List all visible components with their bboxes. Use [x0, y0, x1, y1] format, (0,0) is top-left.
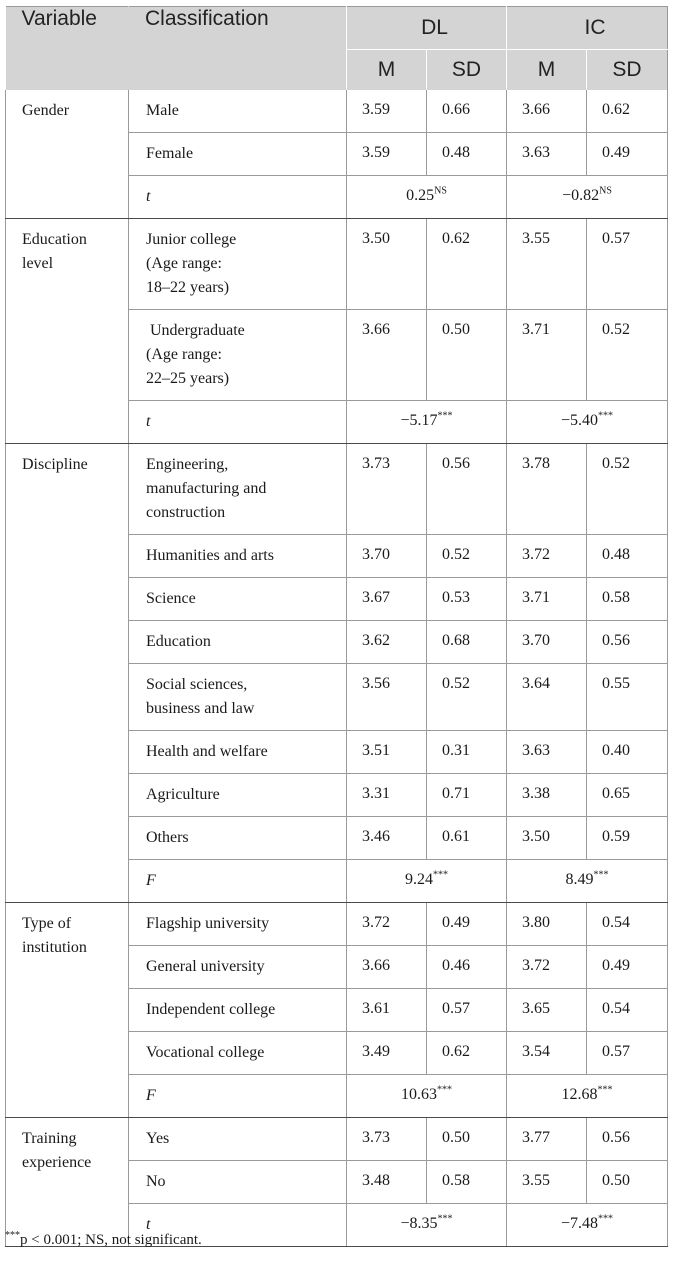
- ic-sd-cell: 0.52: [587, 444, 668, 535]
- ic-sd-cell: 0.56: [587, 1118, 668, 1161]
- classification-cell: Social sciences, business and law: [129, 664, 347, 731]
- classification-cell: Undergraduate (Age range: 22–25 years): [129, 310, 347, 401]
- classification-cell: Education: [129, 621, 347, 664]
- dl-sd-cell: 0.71: [427, 774, 507, 817]
- ic-mean-cell: 3.78: [507, 444, 587, 535]
- dl-mean-cell: 3.59: [347, 133, 427, 176]
- variable-cell: Education level: [6, 219, 129, 444]
- ic-mean-cell: 3.71: [507, 310, 587, 401]
- ic-sd-cell: 0.49: [587, 946, 668, 989]
- dl-stat-significance: ***: [437, 1213, 453, 1225]
- dl-stat-cell: [347, 860, 507, 903]
- dl-mean-cell: 3.46: [347, 817, 427, 860]
- dl-stat-significance: ***: [433, 869, 448, 881]
- dl-sd-cell: 0.66: [427, 90, 507, 133]
- dl-stat-cell: [347, 401, 507, 444]
- ic-sd-cell: 0.58: [587, 578, 668, 621]
- header-classification: Classification: [129, 7, 347, 91]
- ic-mean-cell: 3.65: [507, 989, 587, 1032]
- stat-label-cell: F: [129, 1075, 347, 1118]
- dl-sd-cell: 0.31: [427, 731, 507, 774]
- classification-cell: Junior college (Age range: 18–22 years): [129, 219, 347, 310]
- ic-mean-cell: 3.72: [507, 946, 587, 989]
- table-body: [6, 90, 668, 1247]
- dl-mean-cell: 3.51: [347, 731, 427, 774]
- ic-stat-value: −5.40: [561, 412, 599, 429]
- ic-stat-cell: [507, 176, 668, 219]
- dl-mean-cell: 3.66: [347, 946, 427, 989]
- table-row: [6, 90, 668, 133]
- dl-mean-cell: 3.56: [347, 664, 427, 731]
- ic-sd-cell: 0.57: [587, 219, 668, 310]
- ic-stat-cell: [507, 1075, 668, 1118]
- classification-cell: Flagship university: [129, 903, 347, 946]
- ic-sd-cell: 0.48: [587, 535, 668, 578]
- dl-mean-cell: 3.66: [347, 310, 427, 401]
- ic-sd-cell: 0.54: [587, 903, 668, 946]
- footnote: [5, 1232, 202, 1249]
- dl-mean-cell: 3.73: [347, 1118, 427, 1161]
- classification-cell: Male: [129, 90, 347, 133]
- table-row: [6, 1118, 668, 1161]
- variable-cell: Training experience: [6, 1118, 129, 1247]
- dl-stat-significance: ***: [437, 410, 453, 422]
- dl-sd-cell: 0.52: [427, 664, 507, 731]
- dl-stat-value: 0.25: [406, 187, 435, 204]
- variable-cell: Gender: [6, 90, 129, 219]
- classification-cell: No: [129, 1161, 347, 1204]
- classification-cell: Others: [129, 817, 347, 860]
- dl-mean-cell: 3.70: [347, 535, 427, 578]
- ic-stat-significance: ***: [597, 1084, 613, 1096]
- table-row: [6, 219, 668, 310]
- ic-mean-cell: 3.63: [507, 133, 587, 176]
- dl-mean-cell: 3.31: [347, 774, 427, 817]
- classification-cell: Engineering, manufacturing and construction: [129, 444, 347, 535]
- ic-sd-cell: 0.40: [587, 731, 668, 774]
- header-ic-sd: SD: [587, 50, 668, 91]
- dl-mean-cell: 3.67: [347, 578, 427, 621]
- dl-stat-value: 9.24: [405, 871, 433, 888]
- dl-sd-cell: 0.49: [427, 903, 507, 946]
- dl-mean-cell: 3.50: [347, 219, 427, 310]
- ic-sd-cell: 0.49: [587, 133, 668, 176]
- ic-mean-cell: 3.63: [507, 731, 587, 774]
- classification-cell: Independent college: [129, 989, 347, 1032]
- classification-cell: Vocational college: [129, 1032, 347, 1075]
- table-row: [6, 444, 668, 535]
- stat-label-cell: t: [129, 176, 347, 219]
- variable-cell: Discipline: [6, 444, 129, 903]
- dl-sd-cell: 0.56: [427, 444, 507, 535]
- stat-label-cell: F: [129, 860, 347, 903]
- ic-stat-significance: ***: [598, 1213, 614, 1225]
- dl-mean-cell: 3.62: [347, 621, 427, 664]
- dl-mean-cell: 3.61: [347, 989, 427, 1032]
- ic-mean-cell: 3.55: [507, 219, 587, 310]
- dl-mean-cell: 3.59: [347, 90, 427, 133]
- table-row: [6, 903, 668, 946]
- dl-mean-cell: 3.73: [347, 444, 427, 535]
- dl-sd-cell: 0.50: [427, 310, 507, 401]
- ic-stat-value: 8.49: [565, 871, 594, 888]
- header-dl-sd: SD: [427, 50, 507, 91]
- header-ic: IC: [507, 7, 668, 50]
- ic-sd-cell: 0.52: [587, 310, 668, 401]
- footnote-marker: ***: [5, 1230, 20, 1241]
- ic-mean-cell: 3.77: [507, 1118, 587, 1161]
- ic-mean-cell: 3.80: [507, 903, 587, 946]
- ic-stat-value: −0.82: [562, 187, 600, 204]
- dl-sd-cell: 0.57: [427, 989, 507, 1032]
- header-dl: DL: [347, 7, 507, 50]
- ic-sd-cell: 0.62: [587, 90, 668, 133]
- ic-stat-value: −7.48: [561, 1215, 599, 1232]
- ic-stat-cell: [507, 1204, 668, 1247]
- classification-cell: Agriculture: [129, 774, 347, 817]
- classification-cell: Science: [129, 578, 347, 621]
- dl-sd-cell: 0.46: [427, 946, 507, 989]
- ic-stat-cell: [507, 401, 668, 444]
- classification-cell: Yes: [129, 1118, 347, 1161]
- dl-sd-cell: 0.53: [427, 578, 507, 621]
- stat-label-cell: t: [129, 1204, 347, 1247]
- ic-stat-significance: ***: [598, 410, 614, 422]
- dl-stat-cell: [347, 176, 507, 219]
- dl-sd-cell: 0.58: [427, 1161, 507, 1204]
- ic-mean-cell: 3.66: [507, 90, 587, 133]
- ic-sd-cell: 0.54: [587, 989, 668, 1032]
- ic-mean-cell: 3.55: [507, 1161, 587, 1204]
- dl-sd-cell: 0.68: [427, 621, 507, 664]
- dl-stat-significance: ***: [437, 1084, 452, 1096]
- ic-mean-cell: 3.54: [507, 1032, 587, 1075]
- footnote-text: p < 0.001; NS, not significant.: [20, 1232, 202, 1248]
- ic-sd-cell: 0.57: [587, 1032, 668, 1075]
- table-header: [6, 7, 668, 91]
- ic-stat-significance: NS: [599, 185, 612, 197]
- dl-mean-cell: 3.48: [347, 1161, 427, 1204]
- ic-sd-cell: 0.65: [587, 774, 668, 817]
- dl-mean-cell: 3.72: [347, 903, 427, 946]
- ic-mean-cell: 3.64: [507, 664, 587, 731]
- header-variable: Variable: [6, 7, 129, 91]
- classification-cell: Health and welfare: [129, 731, 347, 774]
- dl-stat-value: 10.63: [401, 1086, 437, 1103]
- dl-stat-cell: [347, 1204, 507, 1247]
- dl-sd-cell: 0.61: [427, 817, 507, 860]
- classification-cell: General university: [129, 946, 347, 989]
- dl-stat-value: −5.17: [400, 412, 438, 429]
- ic-mean-cell: 3.72: [507, 535, 587, 578]
- results-table: [5, 6, 668, 1247]
- dl-stat-cell: [347, 1075, 507, 1118]
- ic-mean-cell: 3.38: [507, 774, 587, 817]
- stat-label-cell: t: [129, 401, 347, 444]
- ic-sd-cell: 0.50: [587, 1161, 668, 1204]
- classification-cell: Female: [129, 133, 347, 176]
- dl-mean-cell: 3.49: [347, 1032, 427, 1075]
- ic-stat-value: 12.68: [561, 1086, 598, 1103]
- classification-cell: Humanities and arts: [129, 535, 347, 578]
- header-dl-m: M: [347, 50, 427, 91]
- ic-mean-cell: 3.71: [507, 578, 587, 621]
- variable-cell: Type of institution: [6, 903, 129, 1118]
- ic-stat-significance: ***: [593, 869, 609, 881]
- header-ic-m: M: [507, 50, 587, 91]
- dl-sd-cell: 0.52: [427, 535, 507, 578]
- dl-stat-significance: NS: [434, 185, 447, 197]
- ic-sd-cell: 0.59: [587, 817, 668, 860]
- dl-sd-cell: 0.50: [427, 1118, 507, 1161]
- ic-sd-cell: 0.55: [587, 664, 668, 731]
- dl-sd-cell: 0.62: [427, 1032, 507, 1075]
- ic-mean-cell: 3.70: [507, 621, 587, 664]
- ic-sd-cell: 0.56: [587, 621, 668, 664]
- dl-sd-cell: 0.62: [427, 219, 507, 310]
- dl-sd-cell: 0.48: [427, 133, 507, 176]
- ic-stat-cell: [507, 860, 668, 903]
- ic-mean-cell: 3.50: [507, 817, 587, 860]
- dl-stat-value: −8.35: [400, 1215, 438, 1232]
